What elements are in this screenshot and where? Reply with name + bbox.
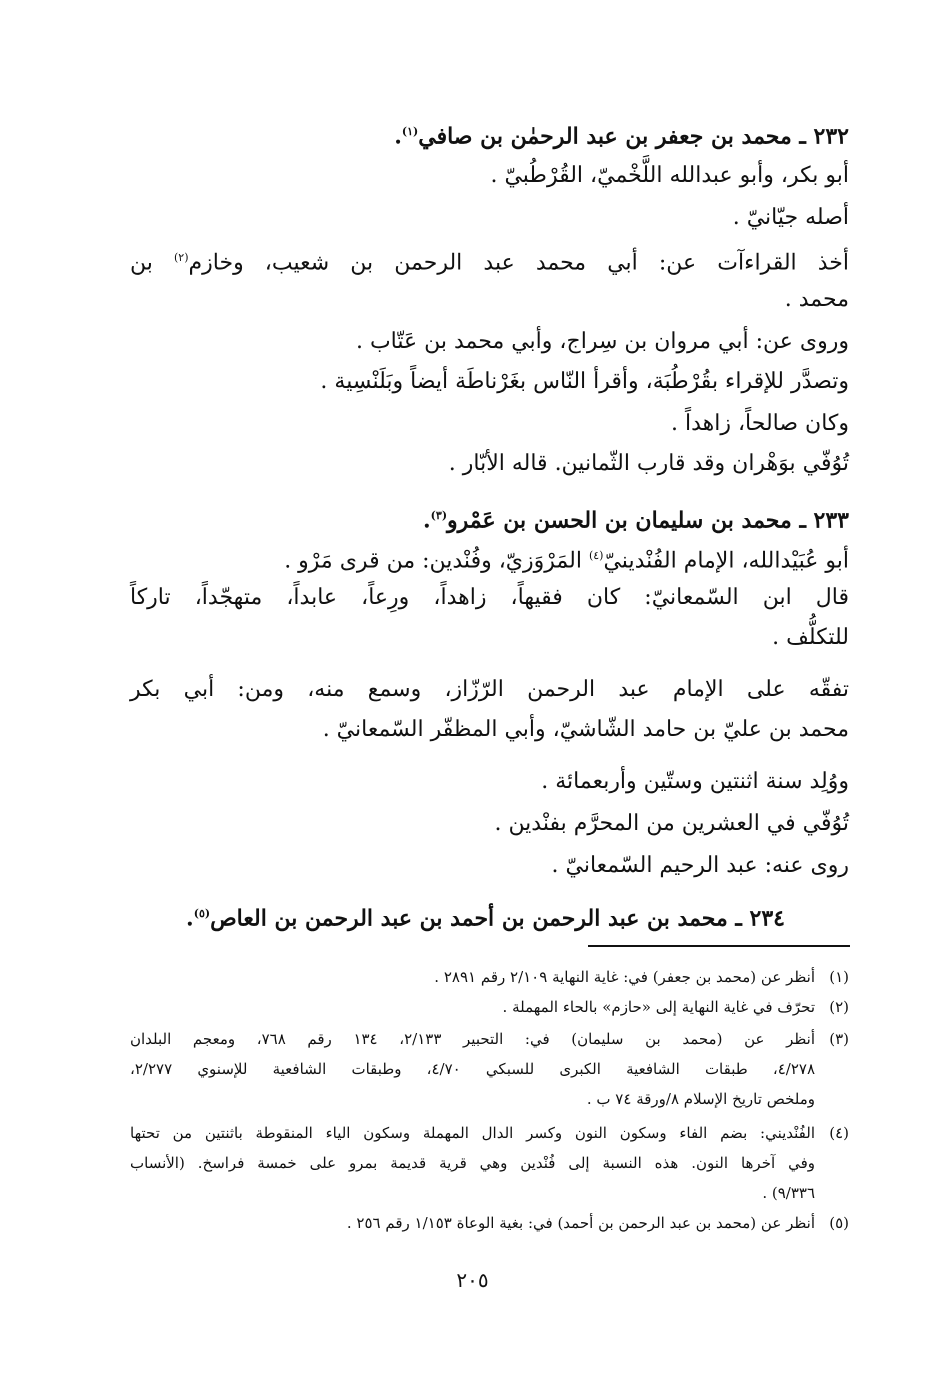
- footnote-number: (٥): [829, 1214, 849, 1232]
- line-text: أبو عُبَيْدالله، الإمام الفُنْدينيّ: [603, 548, 849, 574]
- footnote-ref: (١): [401, 125, 419, 138]
- entry-title-text: ٢٣٣ ـ محمد بن سليمان بن الحسن بن عَمْرو: [447, 507, 849, 534]
- footnote-line: وملخص تاريخ الإسلام ٨/ورقة ٧٤ ب .: [586, 1090, 815, 1108]
- line-text: المَرْوَزيّ، وفُنْدين: من قرى مَرْو .: [284, 548, 589, 574]
- entry-233-line: محمد بن عليّ بن حامد الشّاشيّ، وأبي المظفّر السّمعانيّ .: [322, 717, 849, 742]
- line-text: بن: [130, 250, 153, 276]
- entry-title-text: ٢٣٢ ـ محمد بن جعفر بن عبد الرحمٰن بن صافي: [418, 123, 849, 150]
- entry-232-line: وتصدَّر للإقراء بقُرْطُبَة، وأقرأ النّاس بغَرْناطَة أيضاً وبَلَنْسِية .: [320, 369, 849, 394]
- entry-234-title: ٢٣٤ ـ محمد بن عبد الرحمن بن أحمد بن عبد الرحمن بن العاص$^{(٥)}$.: [186, 905, 785, 932]
- footnote-ref: (٣): [430, 509, 448, 522]
- entry-233-line: قال ابن السّمعانيّ: كان فقيهاً، زاهداً، ورِعاً، عابداً، متهجّداً، تاركاً: [130, 585, 849, 610]
- entry-233-line: روى عنه: عبد الرحيم السّمعانيّ .: [551, 853, 849, 878]
- footnote-number: (٣): [829, 1030, 849, 1048]
- entry-233-line: [130, 540, 849, 577]
- page-number: ٢٠٥: [456, 1268, 489, 1292]
- footnote-number: (٢): [829, 998, 849, 1016]
- footnote-line: الفُنْديني: بضم الفاء وسكون النون وكسر الدال المهملة وسكون الياء المنقوطة باثنتين من تحتها: [130, 1124, 815, 1142]
- entry-232-line: أبو بكر، وأبو عبدالله اللَّخْميّ، القُرْطُبيّ .: [490, 163, 849, 188]
- entry-232-line: أصله جيّانيّ .: [732, 205, 849, 230]
- footnote-line: تحرّف في غاية النهاية إلى «حازم» بالحاء المهملة .: [502, 998, 815, 1016]
- entry-233-line: ووُلِد سنة اثنتين وستّين وأربعمائة .: [541, 769, 849, 794]
- entry-232-line: وكان صالحاً، زاهداً .: [670, 411, 849, 436]
- footnote-ref: (٥): [193, 907, 211, 920]
- footnote-line: أنظر عن (محمد بن سليمان) في: التحبير ٢/١٣٣، ١٣٤ رقم ٧٦٨، ومعجم البلدان: [130, 1030, 815, 1048]
- footnote-line: أنظر عن (محمد بن جعفر) في: غاية النهاية ٢/١٠٩ رقم ٢٨٩١ .: [434, 968, 815, 986]
- line-text: أخذ القراءآت عن: أبي محمد عبد الرحمن بن شعيب، وخازم: [188, 250, 850, 276]
- entry-232-line: [130, 242, 849, 279]
- footnote-ref: (٢): [174, 251, 189, 264]
- footnote-line: أنظر عن (محمد بن عبد الرحمن بن أحمد) في: بغية الوعاة ١/١٥٣ رقم ٢٥٦ .: [346, 1214, 815, 1232]
- footnote-separator: [588, 945, 850, 947]
- footnote-number: (١): [829, 968, 849, 986]
- footnote-line: ٩/٣٣٦) .: [762, 1184, 815, 1202]
- entry-233-line: تفقّه على الإمام عبد الرحمن الرّزّاز، وسمع منه، ومن: أبي بكر: [130, 677, 849, 702]
- footnote-line: ٤/٢٧٨، طبقات الشافعية الكبرى للسبكي ٤/٧٠، وطبقات الشافعية للإسنوي ٢/٢٧٧،: [130, 1060, 815, 1078]
- entry-233-line: للتكلُّف .: [772, 625, 849, 650]
- footnote-ref: (٤): [588, 549, 604, 562]
- footnote-number: (٤): [829, 1124, 849, 1142]
- entry-233-line: تُوُفّي في العشرين من المحرَّم بفنْدين .: [494, 811, 849, 836]
- footnote-line: وفي آخرها النون. هذه النسبة إلى فُنْدين وهي قرية قديمة بمرو على خمسة فراسخ. (الأنساب: [130, 1154, 815, 1172]
- entry-232-line: وروى عن: أبي مروان بن سِراج، وأبي محمد بن عَتّاب .: [355, 329, 849, 354]
- entry-232-title: ٢٣٢ ـ محمد بن جعفر بن عبد الرحمٰن بن صافي$^{(١)}$.: [394, 123, 849, 150]
- entry-232-line: محمد .: [784, 287, 849, 312]
- entry-233-title: ٢٣٣ ـ محمد بن سليمان بن الحسن بن عَمْرو$^{(٣)}$.: [423, 507, 849, 534]
- entry-232-line: تُوُفّي بوَهْران وقد قارب الثّمانين. قاله الأبّار .: [448, 451, 849, 476]
- entry-title-text: ٢٣٤ ـ محمد بن عبد الرحمن بن أحمد بن عبد الرحمن بن العاص: [210, 905, 785, 932]
